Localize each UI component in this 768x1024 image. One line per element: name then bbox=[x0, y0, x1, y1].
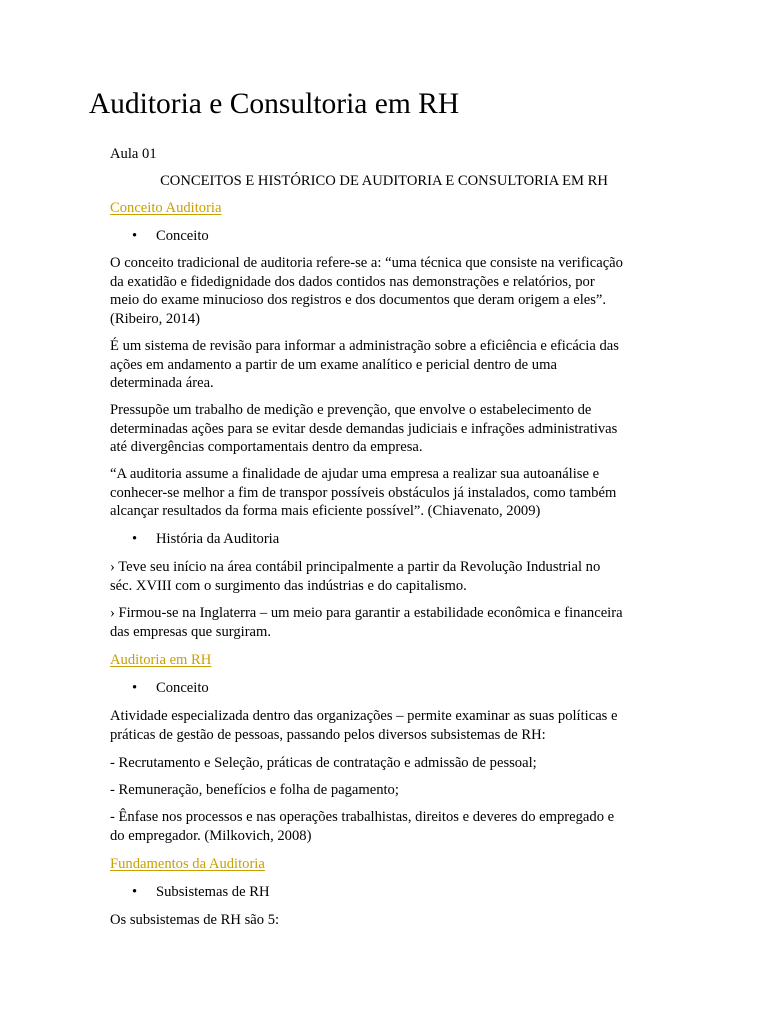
bullet-item bbox=[132, 530, 279, 549]
text-line: › Firmou-se na Inglaterra – um meio para garantir a estabilidade econômica e financeira bbox=[110, 605, 623, 621]
text-line: meio do exame minucioso dos registros e dos documentos que deram origem a eles”. bbox=[110, 292, 607, 308]
paragraph: Os subsistemas de RH são 5: bbox=[110, 912, 280, 928]
text-line: Atividade especializada dentro das organizações – permite examinar as suas políticas e bbox=[110, 708, 618, 724]
text-line: alcançar resultados da forma mais eficiente possível”. (Chiavenato, 2009) bbox=[110, 503, 541, 519]
text-line: (Ribeiro, 2014) bbox=[110, 310, 200, 327]
paragraph bbox=[110, 254, 658, 328]
text-line: É um sistema de revisão para informar a administração sobre a eficiência e eficácia das bbox=[110, 338, 619, 354]
section-link[interactable]: Auditoria em RH bbox=[110, 652, 212, 668]
text-line: “A auditoria assume a finalidade de ajudar uma empresa a realizar sua autoanálise e bbox=[110, 466, 600, 482]
bullet-label: Conceito bbox=[156, 680, 209, 696]
text-line: da exatidão e fidedignidade dos dados contidos nas demonstrações e relatórios, por bbox=[110, 273, 595, 290]
paragraph bbox=[110, 401, 658, 457]
text-line: - Ênfase nos processos e nas operações trabalhistas, direitos e deveres do empregado e bbox=[110, 809, 615, 825]
bullet-icon: • bbox=[132, 884, 138, 900]
paragraph bbox=[110, 707, 658, 744]
text-line: conhecer-se melhor a fim de transpor possíveis obstáculos já instalados, como também bbox=[110, 484, 617, 501]
bullet-label: Subsistemas de RH bbox=[156, 884, 270, 900]
text-line: O conceito tradicional de auditoria refere-se a: “uma técnica que consiste na verificação bbox=[110, 255, 623, 271]
section-heading-fundamentos[interactable] bbox=[110, 855, 658, 874]
bullet-label: História da Auditoria bbox=[156, 531, 280, 547]
text-line: do empregador. (Milkovich, 2008) bbox=[110, 827, 312, 844]
bullet-icon: • bbox=[132, 228, 138, 244]
bullet-item bbox=[132, 883, 270, 902]
paragraph bbox=[110, 604, 658, 641]
text-line: das empresas que surgiram. bbox=[110, 623, 272, 640]
section-link[interactable]: Fundamentos da Auditoria bbox=[110, 856, 265, 872]
paragraph bbox=[110, 465, 658, 521]
bullet-icon: • bbox=[132, 680, 138, 696]
bullet-item bbox=[132, 679, 209, 698]
section-heading-auditoria-em-rh[interactable] bbox=[110, 651, 658, 670]
bullet-icon: • bbox=[132, 531, 138, 547]
paragraph: - Recrutamento e Seleção, práticas de contratação e admissão de pessoal; bbox=[110, 755, 537, 771]
paragraph bbox=[110, 558, 658, 595]
document-subtitle: CONCEITOS E HISTÓRICO DE AUDITORIA E CONSULTORIA EM RH bbox=[160, 173, 608, 189]
text-line: Pressupõe um trabalho de medição e prevenção, que envolve o estabelecimento de bbox=[110, 402, 592, 418]
paragraph bbox=[110, 337, 658, 393]
paragraph: - Remuneração, benefícios e folha de pagamento; bbox=[110, 782, 399, 798]
lesson-label: Aula 01 bbox=[110, 146, 157, 162]
text-line: séc. XVIII com o surgimento das indústrias e do capitalismo. bbox=[110, 577, 467, 594]
text-line: práticas de gestão de pessoas, passando pelos diversos subsistemas de RH: bbox=[110, 726, 546, 743]
text-line: determinadas ações para se evitar desde demandas judiciais e infrações administrativas bbox=[110, 420, 618, 437]
text-line: › Teve seu início na área contábil principalmente a partir da Revolução Industrial no bbox=[110, 559, 601, 575]
section-heading-conceito-auditoria[interactable] bbox=[110, 199, 658, 218]
paragraph bbox=[110, 808, 658, 845]
document-title: Auditoria e Consultoria em RH bbox=[88, 88, 460, 120]
text-line: até divergências comportamentais dentro da empresa. bbox=[110, 439, 423, 455]
text-line: ações em andamento a partir de um exame analítico e pericial dentro de uma bbox=[110, 356, 557, 373]
bullet-item bbox=[132, 227, 209, 246]
section-link[interactable]: Conceito Auditoria bbox=[110, 200, 222, 216]
text-line: determinada área. bbox=[110, 375, 214, 391]
bullet-label: Conceito bbox=[156, 228, 209, 244]
